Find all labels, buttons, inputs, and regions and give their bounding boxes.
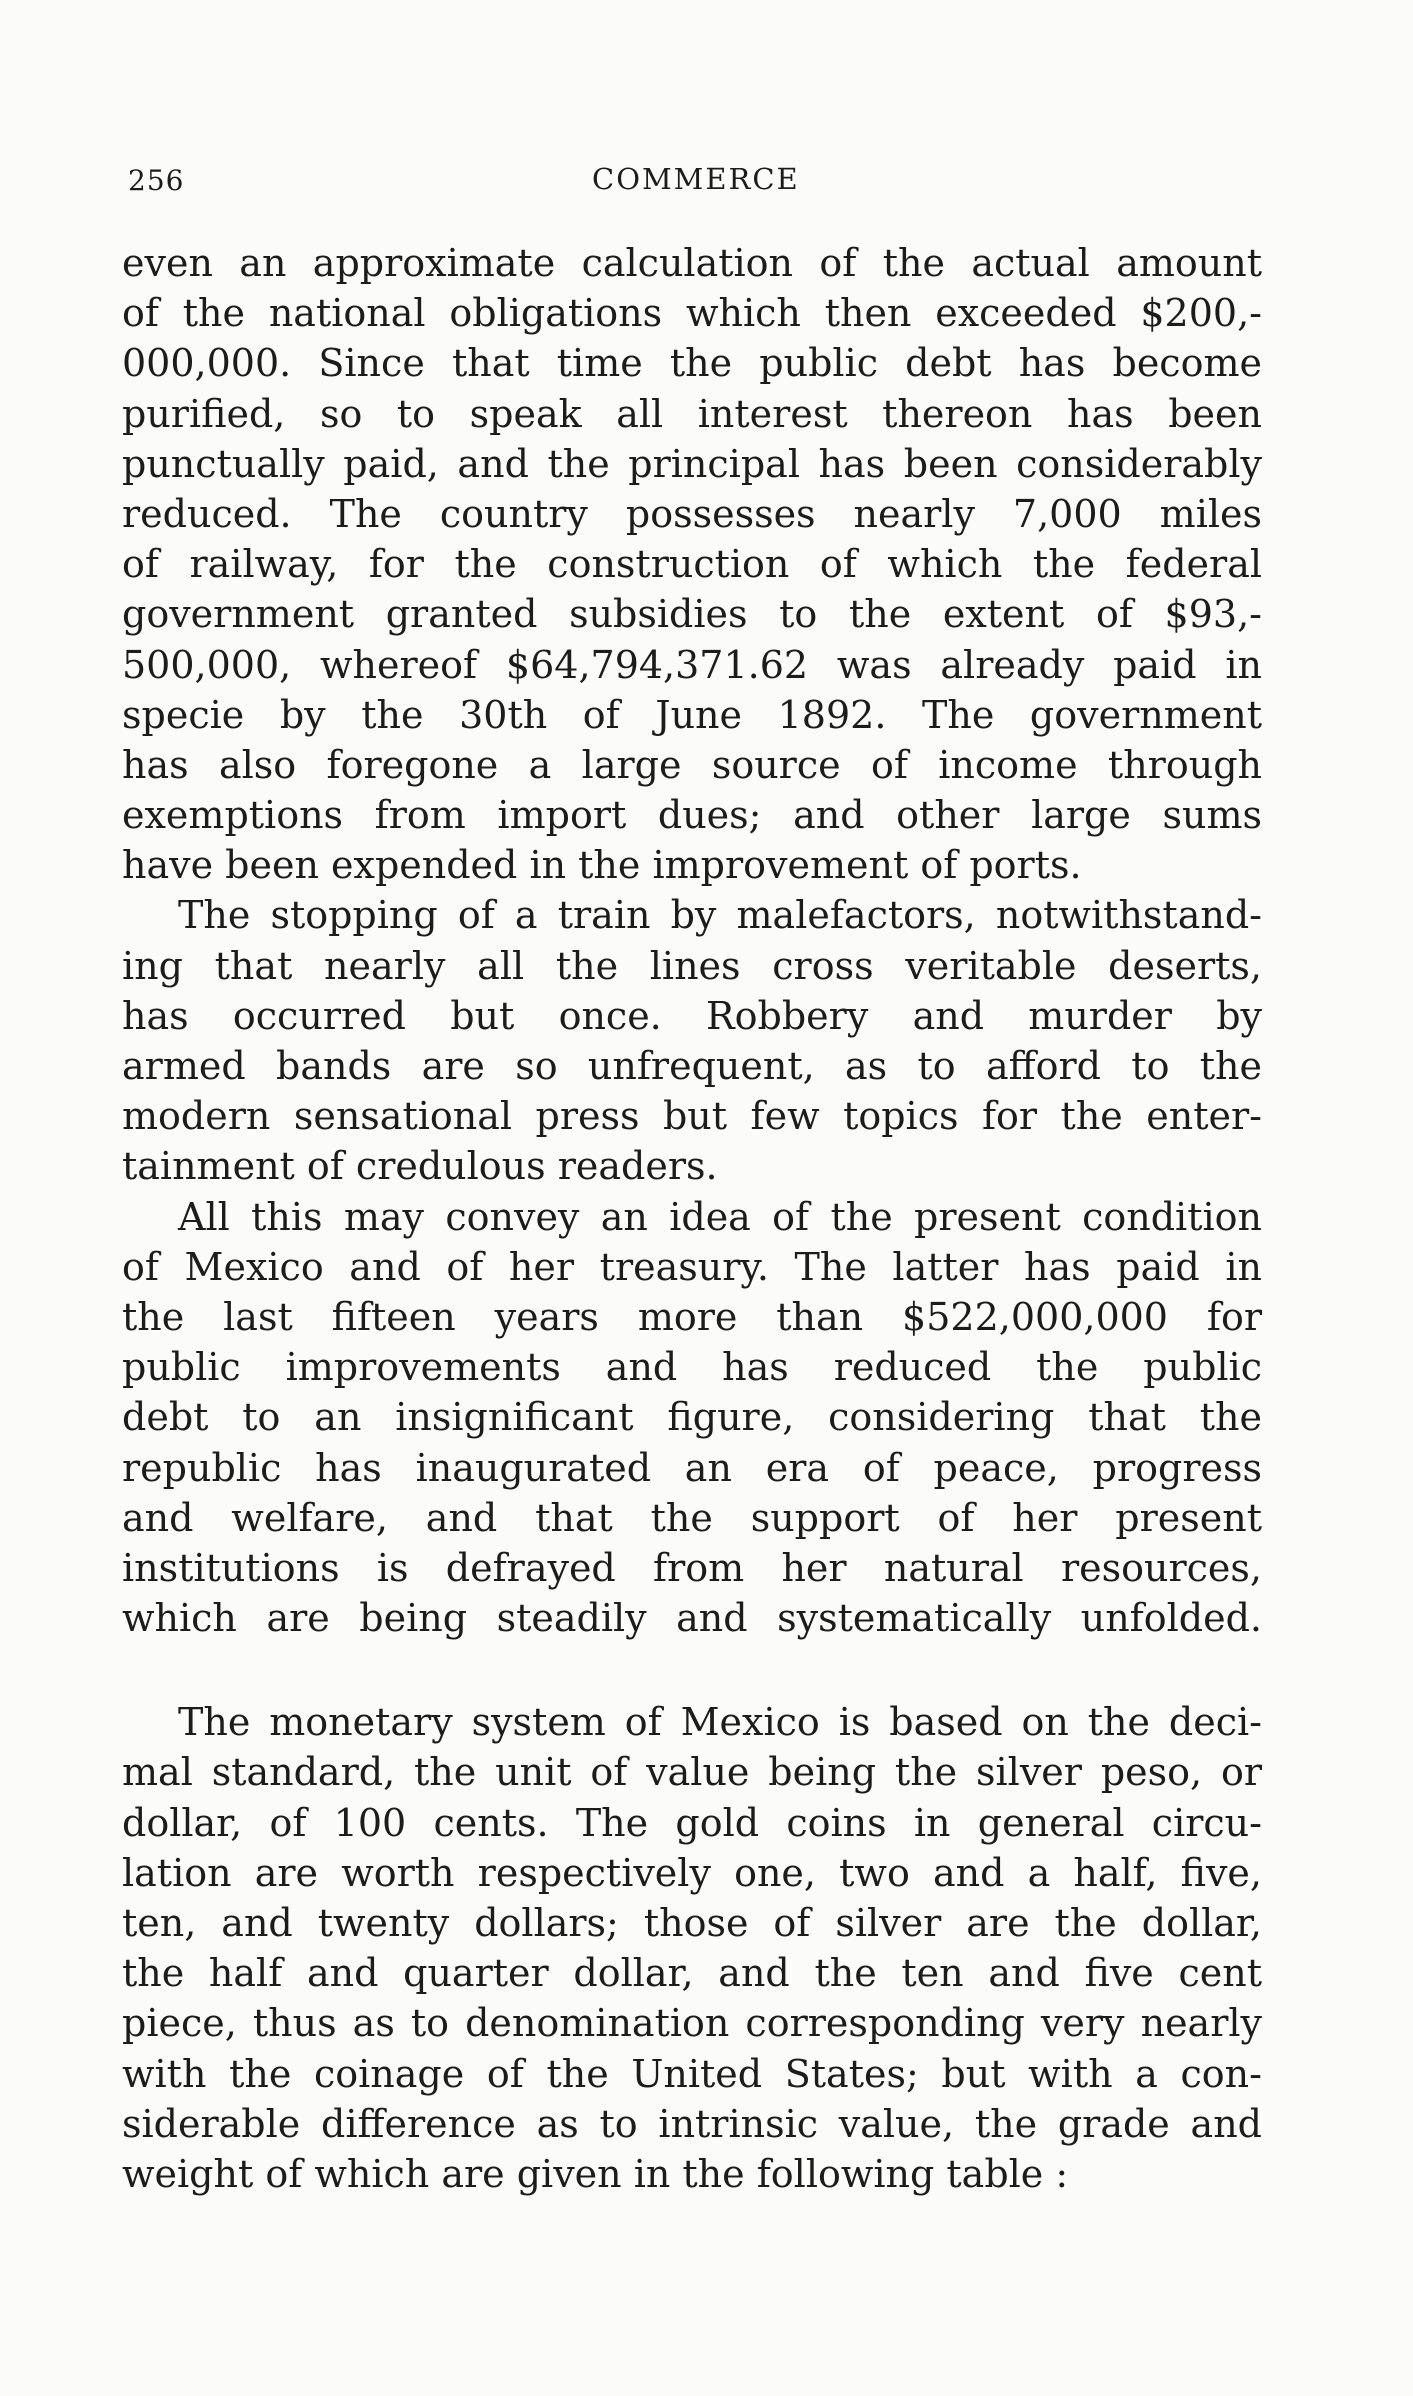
page-number: 256 (128, 164, 185, 197)
text-line: mal standard, the unit of value being the silver peso, or (122, 1750, 1262, 1795)
text-line: purified, so to speak all interest thereon has been (122, 391, 1262, 436)
text-line: ten, and twenty dollars; those of silver are the dollar, (122, 1901, 1262, 1945)
paragraph-2 (122, 890, 1262, 1191)
text-line: the half and quarter dollar, and the ten and five cent (122, 1951, 1262, 1996)
paragraph-1 (122, 238, 1262, 890)
text-line: republic has inaugurated an era of peace, progress (122, 1445, 1262, 1490)
text-line: which are being steadily and systematically unfolded. (122, 1596, 1262, 1641)
text-line: public improvements and has reduced the public (122, 1345, 1262, 1390)
text-line: weight of which are given in the following table : (122, 2151, 1069, 2196)
text-line: All this may convey an idea of the present condition (178, 1194, 1262, 1239)
text-line: The monetary system of Mexico is based on the deci- (178, 1700, 1262, 1745)
text-line: specie by the 30th of June 1892. The government (122, 692, 1262, 737)
page-header (122, 152, 1262, 200)
running-head: COMMERCE (592, 162, 800, 196)
text-line: the last fifteen years more than $522,000,000 for (122, 1294, 1262, 1339)
text-line: government granted subsidies to the extent of $93,- (122, 592, 1262, 637)
text-line: have been expended in the improvement of ports. (122, 843, 1082, 888)
text-line: modern sensational press but few topics for the enter- (122, 1094, 1262, 1139)
text-line: The stopping of a train by malefactors, notwithstand- (178, 893, 1262, 938)
text-line: dollar, of 100 cents. The gold coins in general circu- (122, 1800, 1262, 1845)
paragraph-3 (122, 1192, 1262, 1644)
paragraph-4 (122, 1697, 1262, 2199)
text-line: 000,000. Since that time the public debt has become (122, 341, 1262, 386)
text-line: piece, thus as to denomination corresponding very nearly (122, 2001, 1262, 2046)
text-line: has occurred but once. Robbery and murder by (122, 993, 1262, 1038)
text-line: institutions is defrayed from her natural resources, (122, 1545, 1262, 1590)
text-line: armed bands are so unfrequent, as to afford to the (122, 1044, 1262, 1088)
body-text (122, 238, 1262, 2199)
text-line: tainment of credulous readers. (122, 1144, 718, 1189)
text-line: even an approximate calculation of the actual amount (122, 241, 1262, 285)
section-gap (122, 1643, 1262, 1697)
text-line: 500,000, whereof $64,794,371.62 was already paid in (122, 642, 1262, 687)
text-line: exemptions from import dues; and other large sums (122, 793, 1262, 838)
text-line: punctually paid, and the principal has been considerably (122, 441, 1262, 486)
text-line: ing that nearly all the lines cross veritable deserts, (122, 943, 1262, 988)
text-line: debt to an insignificant figure, considering that the (122, 1395, 1262, 1440)
text-line: has also foregone a large source of income through (122, 742, 1262, 787)
text-line: reduced. The country possesses nearly 7,000 miles (122, 491, 1262, 536)
text-line: of Mexico and of her treasury. The latter has paid in (122, 1244, 1262, 1289)
text-line: of railway, for the construction of which the federal (122, 542, 1262, 587)
text-line: with the coinage of the United States; but with a con- (122, 2051, 1262, 2096)
text-line: lation are worth respectively one, two and a half, five, (122, 1850, 1262, 1895)
text-line: siderable difference as to intrinsic value, the grade and (122, 2101, 1262, 2146)
text-line: and welfare, and that the support of her present (122, 1495, 1262, 1540)
text-line: of the national obligations which then exceeded $200,- (122, 291, 1262, 336)
